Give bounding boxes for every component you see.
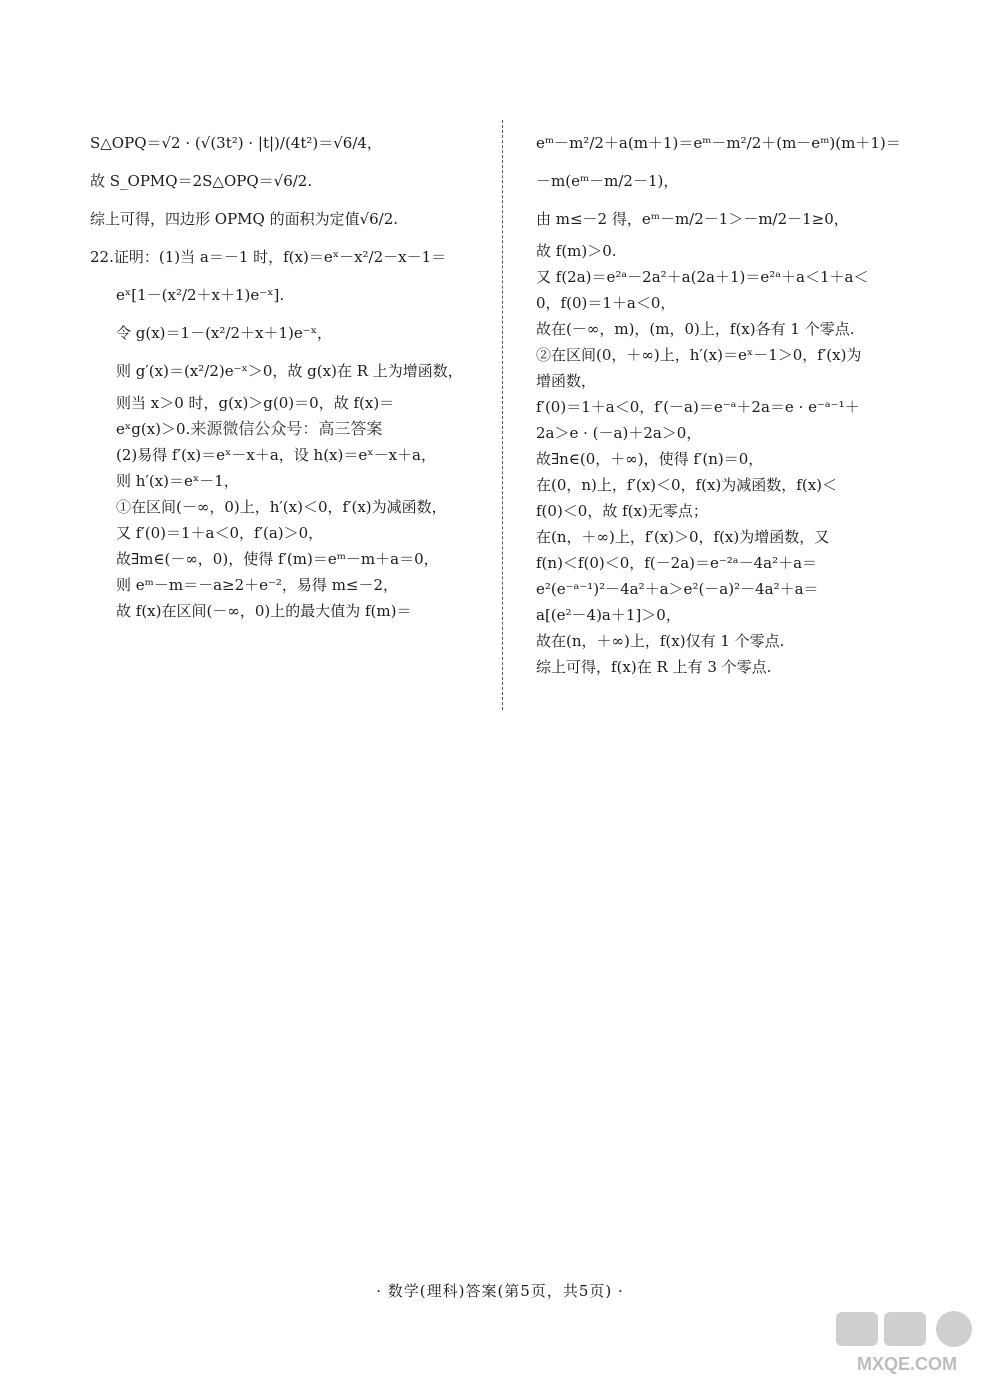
- text-line: 故在(－∞，m)，(m，0)上，f(x)各有 1 个零点.: [536, 320, 855, 338]
- text-line: 故 f(m)＞0.: [536, 242, 617, 260]
- text-line: －m(eᵐ－m/2－1)，: [536, 172, 679, 190]
- text-line: 则 h′(x)＝eˣ－1，: [116, 472, 239, 490]
- text-line: (2)易得 f′(x)＝eˣ－x＋a，设 h(x)＝eˣ－x＋a，: [116, 446, 437, 464]
- page-footer: · 数学(理科)答案(第5页，共5页) ·: [376, 1282, 624, 1300]
- logo-wordmark: MXQE.COM: [856, 1354, 958, 1374]
- text-line: 在(n，＋∞)上，f′(x)＞0，f(x)为增函数，又: [536, 528, 830, 546]
- text-line: [90, 416, 482, 442]
- text-line: 故∃n∈(0，＋∞)，使得 f′(n)＝0，: [536, 450, 764, 468]
- left-column: [90, 118, 482, 624]
- logo-block: [884, 1312, 926, 1346]
- text-line: 则 g′(x)＝(x²/2)e⁻ˣ＞0，故 g(x)在 R 上为增函数，: [116, 362, 463, 380]
- text-line: 22.证明：(1)当 a＝－1 时，f(x)＝eˣ－x²/2－x－1＝: [90, 248, 447, 266]
- text-line: 则当 x＞0 时，g(x)＞g(0)＝0，故 f(x)＝: [116, 394, 395, 412]
- text-line: eᵐ－m²/2＋a(m＋1)＝eᵐ－m²/2＋(m－eᵐ)(m＋1)＝: [536, 134, 901, 152]
- text-line: S△OPQ＝√2 · (√(3t²) · |t|)/(4t²)＝√6/4，: [90, 134, 382, 152]
- text-line: ②在区间(0，＋∞)上，h′(x)＝eˣ－1＞0，f′(x)为: [536, 346, 862, 364]
- text-line: 又 f′(0)＝1＋a＜0，f′(a)＞0，: [116, 524, 324, 542]
- text-line: ①在区间(－∞，0)上，h′(x)＜0，f′(x)为减函数，: [116, 498, 447, 516]
- column-divider: [502, 120, 503, 710]
- text-line: f(n)＜f(0)＜0，f(－2a)＝e⁻²ᵃ－4a²＋a＝: [536, 554, 818, 572]
- text-line: 综上可得，f(x)在 R 上有 3 个零点.: [536, 658, 772, 676]
- text-line: 综上可得，四边形 OPMQ 的面积为定值√6/2.: [90, 210, 399, 228]
- logo-circle: [936, 1311, 972, 1347]
- text-line: 故在(n，＋∞)上，f(x)仅有 1 个零点.: [536, 632, 785, 650]
- text-line: 故 f(x)在区间(－∞，0)上的最大值为 f(m)＝: [116, 602, 412, 620]
- right-column: [536, 118, 910, 680]
- text-line: a[(e²－4)a＋1]＞0，: [536, 606, 681, 624]
- text-line: 在(0，n)上，f′(x)＜0，f(x)为减函数，f(x)＜: [536, 476, 838, 494]
- site-logo: [832, 1308, 982, 1378]
- text-line: 则 eᵐ－m＝－a≥2＋e⁻²，易得 m≤－2，: [116, 576, 399, 594]
- text-line: f′(0)＝1＋a＜0，f′(－a)＝e⁻ᵃ＋2a＝e · e⁻ᵃ⁻¹＋: [536, 398, 860, 416]
- logo-block: [836, 1312, 878, 1346]
- text-segment: eˣg(x)＞0.: [116, 420, 191, 438]
- text-line: 故 S_OPMQ＝2S△OPQ＝√6/2.: [90, 172, 313, 190]
- text-line: 由 m≤－2 得，eᵐ－m/2－1＞－m/2－1≥0，: [536, 210, 849, 228]
- text-line: f(0)＜0，故 f(x)无零点；: [536, 502, 708, 520]
- text-line: 又 f(2a)＝e²ᵃ－2a²＋a(2a＋1)＝e²ᵃ＋a＜1＋a＜: [536, 268, 869, 286]
- source-note: 来源微信公众号：高三答案: [190, 419, 383, 438]
- text-line: 0，f(0)＝1＋a＜0，: [536, 294, 676, 312]
- text-line: e²(e⁻ᵃ⁻¹)²－4a²＋a＞e²(－a)²－4a²＋a＝: [536, 580, 819, 598]
- text-line: 增函数，: [536, 372, 597, 390]
- text-line: eˣ[1－(x²/2＋x＋1)e⁻ˣ].: [116, 286, 285, 304]
- text-line: 2a＞e · (－a)＋2a＞0，: [536, 424, 702, 442]
- text-line: 令 g(x)＝1－(x²/2＋x＋1)e⁻ˣ，: [116, 324, 333, 342]
- text-line: 故∃m∈(－∞，0)，使得 f′(m)＝eᵐ－m＋a＝0，: [116, 550, 439, 568]
